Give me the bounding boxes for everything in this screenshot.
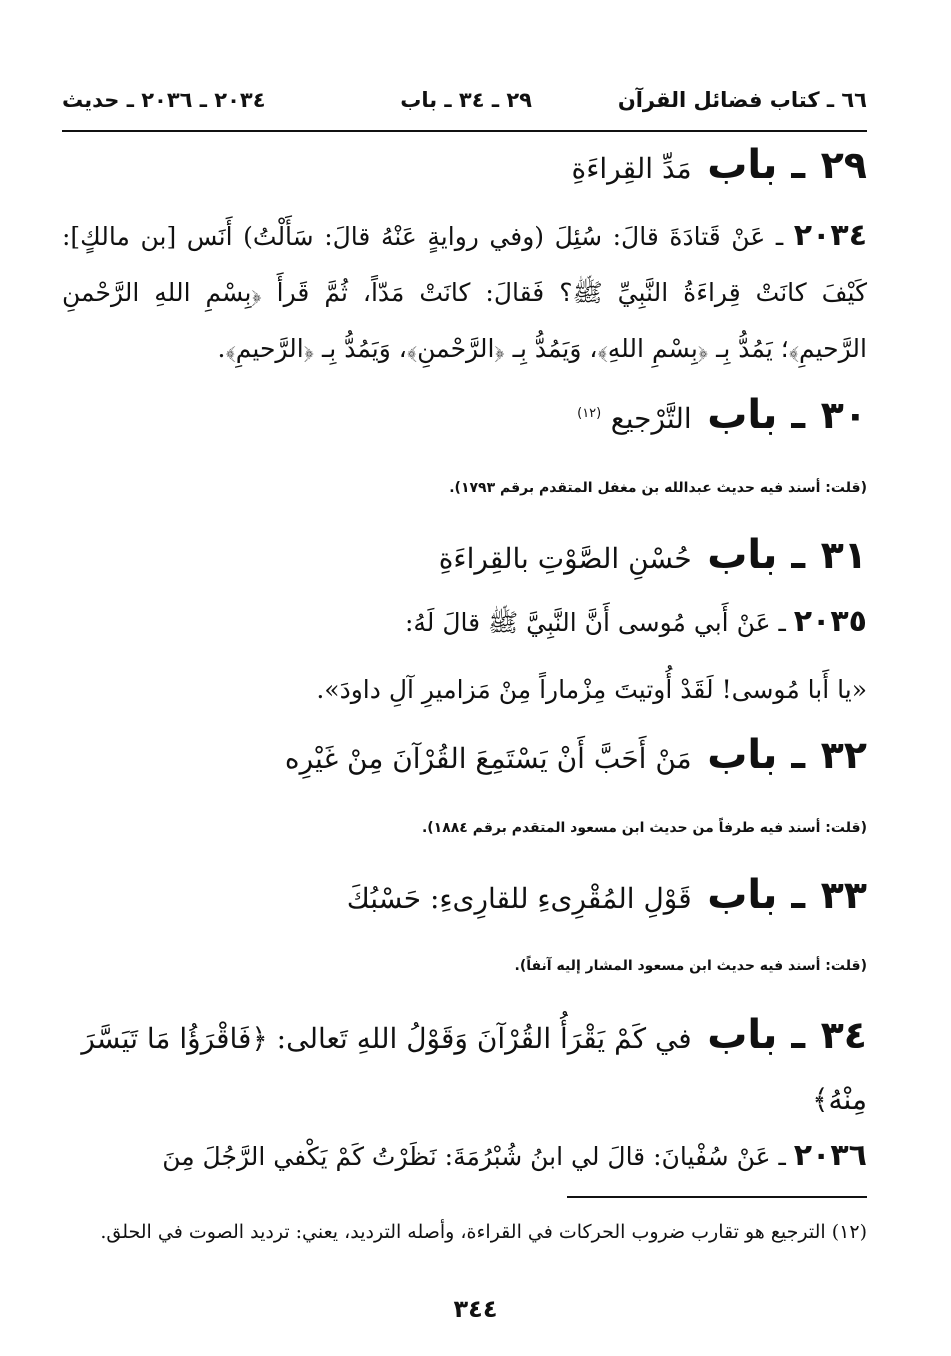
hadith-2034: [62, 208, 867, 377]
footnote-ref: (١٢): [577, 406, 602, 421]
chapter-heading-34-continued: مِنْهُ﴾: [812, 1083, 867, 1116]
chapter-heading-32: ٣٢ ـ باب مَنْ أَحَبَّ أَنْ يَسْتَمِعَ القُرْآنَ مِنْ غَيْرِه: [284, 732, 867, 778]
page-number: ٣٤٤: [453, 1295, 498, 1323]
editor-note-32: (قلت: أسند فيه طرفاً من حديث ابن مسعود المتقدم برقم ١٨٨٤).: [421, 820, 867, 836]
hadith-text: ـ عَنْ قَتادَةَ قالَ: سُئِلَ (وفي روايةٍ عَنْهُ قالَ: سَأَلْتُ) أَنَس [بن مالكٍ]: كَيْفَ كانَتْ قِراءَةُ النَّبِيِّ ﷺ؟ فَقالَ: كانَتْ مَدّاً، ثُمَّ قَرأَ ﴿بِسْمِ اللهِ الرَّحْمنِ الرَّحيمِ﴾؛ يَمُدُّ بِـ ﴿بِسْمِ اللهِ﴾، وَيَمُدُّ بِـ ﴿الرَّحْمنِ﴾، وَيَمُدُّ بِـ ﴿الرَّحيمِ﴾.: [62, 222, 867, 363]
chapter-heading-29: ٢٩ ـ باب مَدِّ القِراءَةِ: [571, 142, 867, 188]
header-hadith-range: ٢٠٣٤ ـ ٢٠٣٦ ـ حديث: [62, 88, 266, 112]
footnote-rule: [567, 1196, 867, 1198]
header-chapter-range: ٢٩ ـ ٣٤ ـ باب: [400, 88, 532, 112]
running-header: [62, 88, 867, 128]
hadith-text: ـ عَنْ أَبي مُوسى أَنَّ النَّبِيَّ ﷺ قالَ لَهُ:: [404, 608, 786, 637]
chapter-heading-31: ٣١ ـ باب حُسْنِ الصَّوْتِ بالقِراءَةِ: [438, 532, 867, 578]
header-rule: [62, 130, 867, 132]
hadith-2036: [62, 1128, 867, 1185]
footnote-12: (١٢) الترجيع هو تقارب ضروب الحركات في القراءة، وأصله الترديد، يعني: ترديد الصوت في الحلق.: [100, 1221, 867, 1243]
hadith-2035-quote: «يا أَبا مُوسى! لَقَدْ أُوتيتَ مِزْماراً مِنْ مَزاميرِ آلِ داودَ».: [316, 675, 867, 704]
hadith-number: ٢٠٣٦: [793, 1138, 867, 1173]
hadith-2035: [62, 594, 867, 651]
chapter-heading-30: ٣٠ ـ باب التَّرْجيع $^{(١٢)}$: [577, 392, 867, 438]
editor-note-33: (قلت: أسند فيه حديث ابن مسعود المشار إليه آنفاً).: [514, 958, 867, 974]
editor-note-30: (قلت: أسند فيه حديث عبدالله بن مغفل المتقدم برقم ١٧٩٣).: [449, 480, 867, 496]
hadith-number: ٢٠٣٤: [793, 218, 868, 253]
header-book-title: ٦٦ ـ كتاب فضائل القرآن: [617, 88, 867, 112]
chapter-heading-34: ٣٤ ـ باب في كَمْ يَقْرَأُ القُرْآنَ وَقَوْلُ اللهِ تَعالى: ﴿فَاقْرَؤُا مَا تَيَسَّرَ: [81, 1012, 867, 1058]
chapter-heading-33: ٣٣ ـ باب قَوْلِ المُقْرِىءِ للقارِىءِ: حَسْبُكَ: [346, 872, 867, 918]
hadith-text: ـ عَنْ سُفْيانَ: قالَ لي ابنُ شُبْرُمَةَ: نَظَرْتُ كَمْ يَكْفي الرَّجُلَ مِنَ: [162, 1142, 786, 1171]
hadith-number: ٢٠٣٥: [793, 604, 867, 639]
